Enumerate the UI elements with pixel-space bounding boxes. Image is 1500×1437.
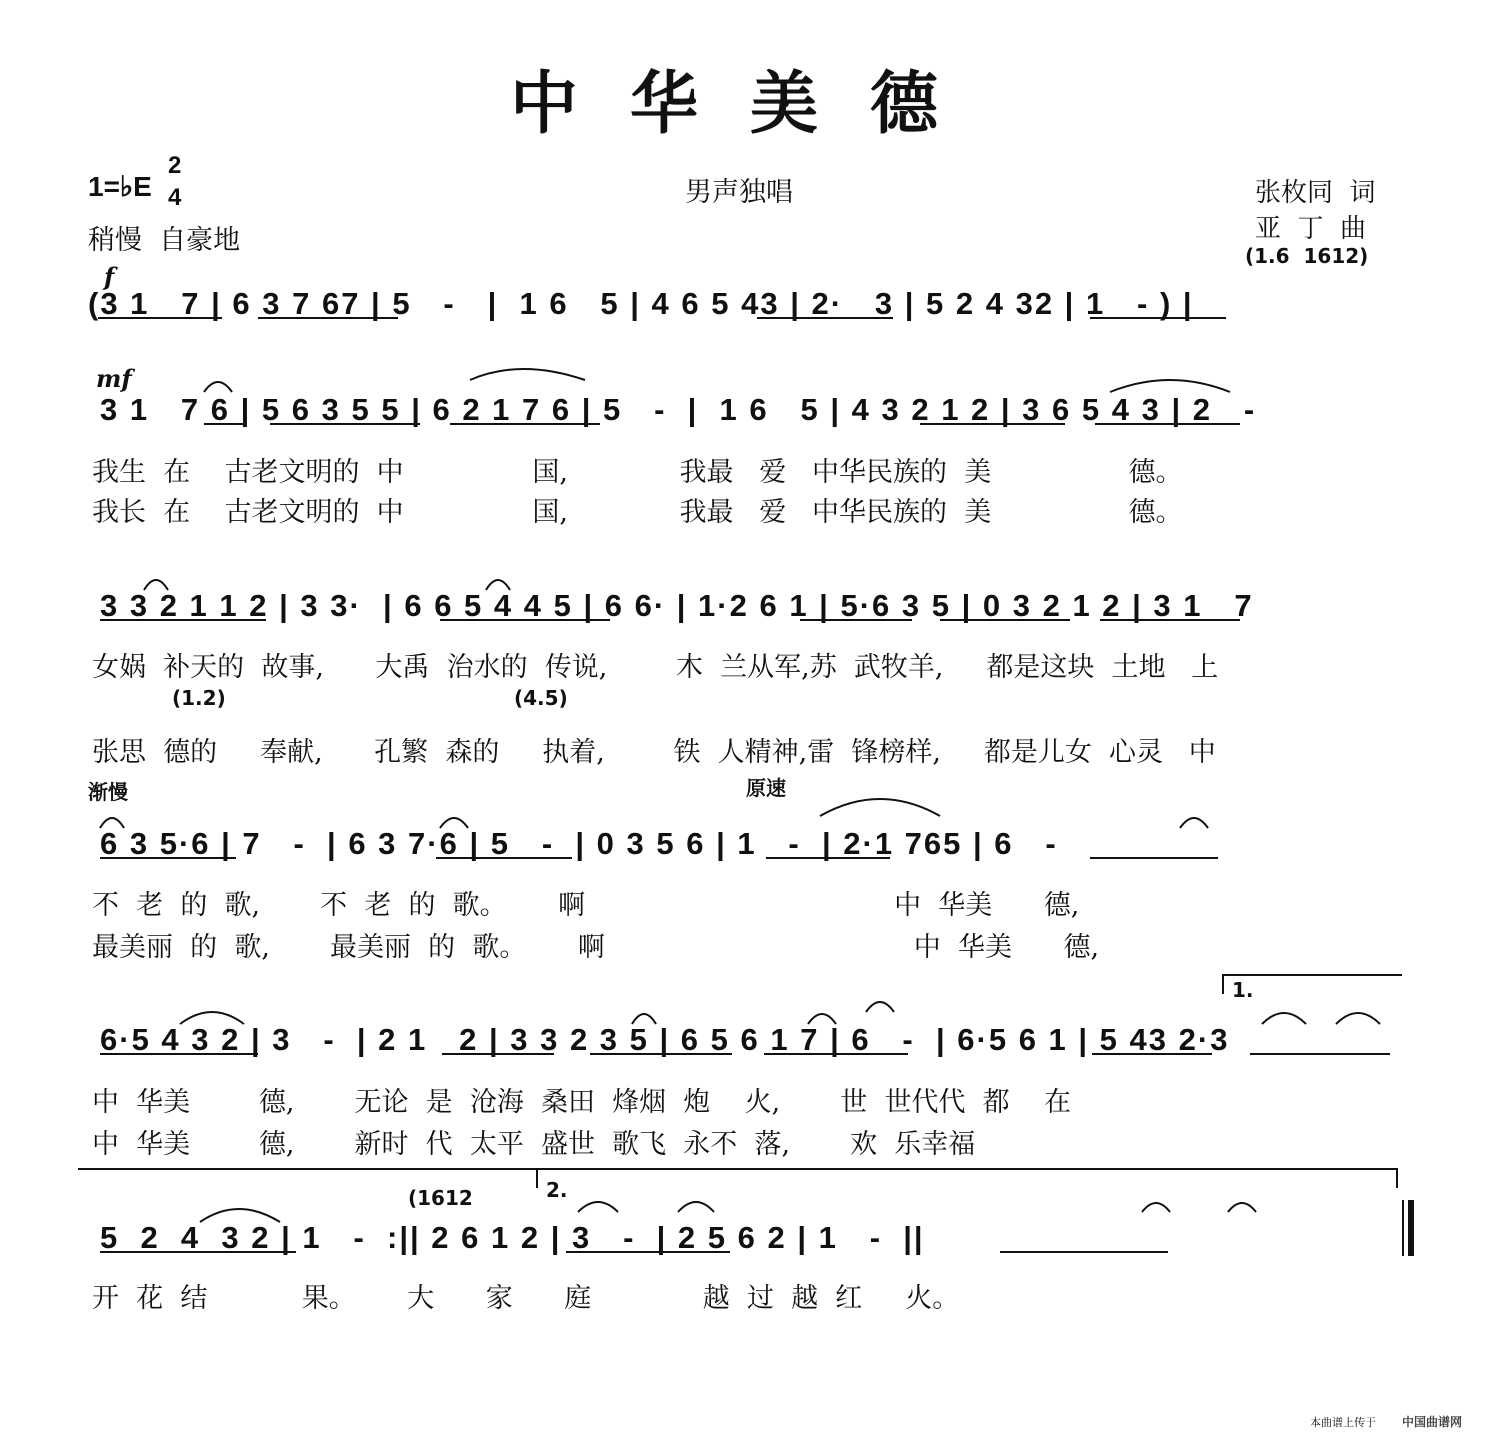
lyric-line-6: 开 花 结 果。 大 家 庭 越 过 越 红 火。 bbox=[92, 1283, 960, 1314]
lyricist-credit: 张枚同 词 bbox=[1255, 178, 1376, 208]
notation-line-6: 5 2 4 3 2 | 1 - :|| 2 6 1 2 | 3 - | 2 5 6 2 | 1 - || bbox=[100, 1220, 925, 1255]
notation-line-2: 3 1 7 6 | 5 6 3 5 5 | 6 2 1 7 6 | 5 - | 1 6 5 | 4 3 2 1 2 | 3 6 5 4 3 | 2 - bbox=[100, 392, 1257, 427]
slur-mark bbox=[1110, 380, 1230, 392]
performance-type: 男声独唱 bbox=[685, 177, 793, 208]
slur-mark bbox=[180, 1012, 244, 1024]
lyric-line-4a: 不 老 的 歌, 不 老 的 歌。 啊 中 华美 德, bbox=[92, 890, 1080, 921]
slur-mark bbox=[486, 580, 510, 590]
notation-line-3: 3 3 2 1 1 2 | 3 3· | 6 6 5 4 4 5 | 6 6· | 1·2 6 1 | 5·6 3 5 | 0 3 2 1 2 | 3 1 7 bbox=[100, 588, 1254, 623]
slur-mark bbox=[1228, 1203, 1256, 1212]
slur-mark bbox=[1180, 818, 1208, 828]
end-pickup: (1612 bbox=[408, 1186, 473, 1210]
slur-mark bbox=[470, 369, 585, 380]
slur-mark bbox=[866, 1002, 894, 1012]
notation-line-4: 6 3 5·6 | 7 - | 6 3 7·6 | 5 - | 0 3 5 6 | 1 - | 2·1 765 | 6 - bbox=[100, 826, 1058, 861]
footer-upload-text: 本曲谱上传于 bbox=[1310, 1416, 1376, 1429]
key-signature: 1=♭E bbox=[88, 171, 152, 202]
slur-mark bbox=[440, 818, 468, 828]
slur-mark bbox=[200, 1209, 280, 1222]
slur-mark bbox=[100, 818, 124, 828]
lyric-line-3b: 张思 德的 奉献, 孔繁 森的 执着, 铁 人精神,雷 锋榜样, 都是儿女 心灵 中 bbox=[92, 737, 1216, 768]
slur-mark bbox=[678, 1202, 714, 1212]
lyric-line-3a: 女娲 补天的 故事, 大禹 治水的 传说, 木 兰从军,苏 武牧羊, 都是这块 土地 上 bbox=[92, 652, 1219, 683]
lyric-line-5a: 中 华美 德, 无论 是 沧海 桑田 烽烟 炮 火, 世 世代代 都 在 bbox=[92, 1087, 1071, 1118]
lyric-line-5b: 中 华美 德, 新时 代 太平 盛世 歌飞 永不 落, 欢 乐幸福 bbox=[92, 1129, 976, 1160]
composer-credit: 亚 丁 曲 bbox=[1255, 214, 1367, 244]
slur-mark bbox=[204, 382, 232, 392]
a-tempo-marking: 原速 bbox=[746, 776, 786, 800]
paren-note-a: (1.2) bbox=[172, 686, 226, 710]
slur-mark bbox=[808, 1014, 836, 1024]
tempo-marking: 稍慢 自豪地 bbox=[88, 225, 241, 256]
lyric-line-2b: 我长 在 古老文明的 中 国, 我最 爱 中华民族的 美 德。 bbox=[92, 497, 1183, 528]
dynamic-f: f bbox=[104, 262, 115, 291]
song-title: 中华美德 bbox=[509, 64, 990, 144]
paren-note-b: (4.5) bbox=[514, 686, 568, 710]
notation-line-5: 6·5 4 3 2 | 3 - | 2 1 2 | 3 3 2 3 5 | 6 5 6 1 7 | 6 - | 6·5 6 1 | 5 43 2·3 bbox=[100, 1022, 1230, 1057]
slur-mark bbox=[578, 1202, 618, 1212]
volta-2-label: 2. bbox=[546, 1178, 568, 1202]
rit-marking: 渐慢 bbox=[88, 780, 128, 804]
slur-mark bbox=[632, 1014, 656, 1024]
slur-mark bbox=[1142, 1203, 1170, 1212]
time-signature-bottom: 4 bbox=[168, 184, 182, 211]
lyric-line-2a: 我生 在 古老文明的 中 国, 我最 爱 中华民族的 美 德。 bbox=[92, 457, 1183, 488]
volta-1-label: 1. bbox=[1232, 978, 1254, 1002]
slur-mark bbox=[144, 580, 168, 590]
notation-line-1: (3 1 7 | 6 3 7 67 | 5 - | 1 6 5 | 4 6 5 43 | 2· 3 | 5 2 4 32 | 1 - ) | bbox=[88, 286, 1194, 321]
time-signature-top: 2 bbox=[168, 152, 182, 179]
slur-mark bbox=[820, 799, 940, 816]
intro-pickup: (1.6 1612) bbox=[1245, 244, 1369, 268]
footer-site-brand: 中国曲谱网 bbox=[1402, 1415, 1463, 1429]
slur-mark bbox=[1336, 1013, 1380, 1024]
dynamic-mf: mf bbox=[96, 364, 132, 393]
slur-mark bbox=[1262, 1013, 1306, 1024]
lyric-line-4b: 最美丽 的 歌, 最美丽 的 歌。 啊 中 华美 德, bbox=[92, 932, 1100, 963]
